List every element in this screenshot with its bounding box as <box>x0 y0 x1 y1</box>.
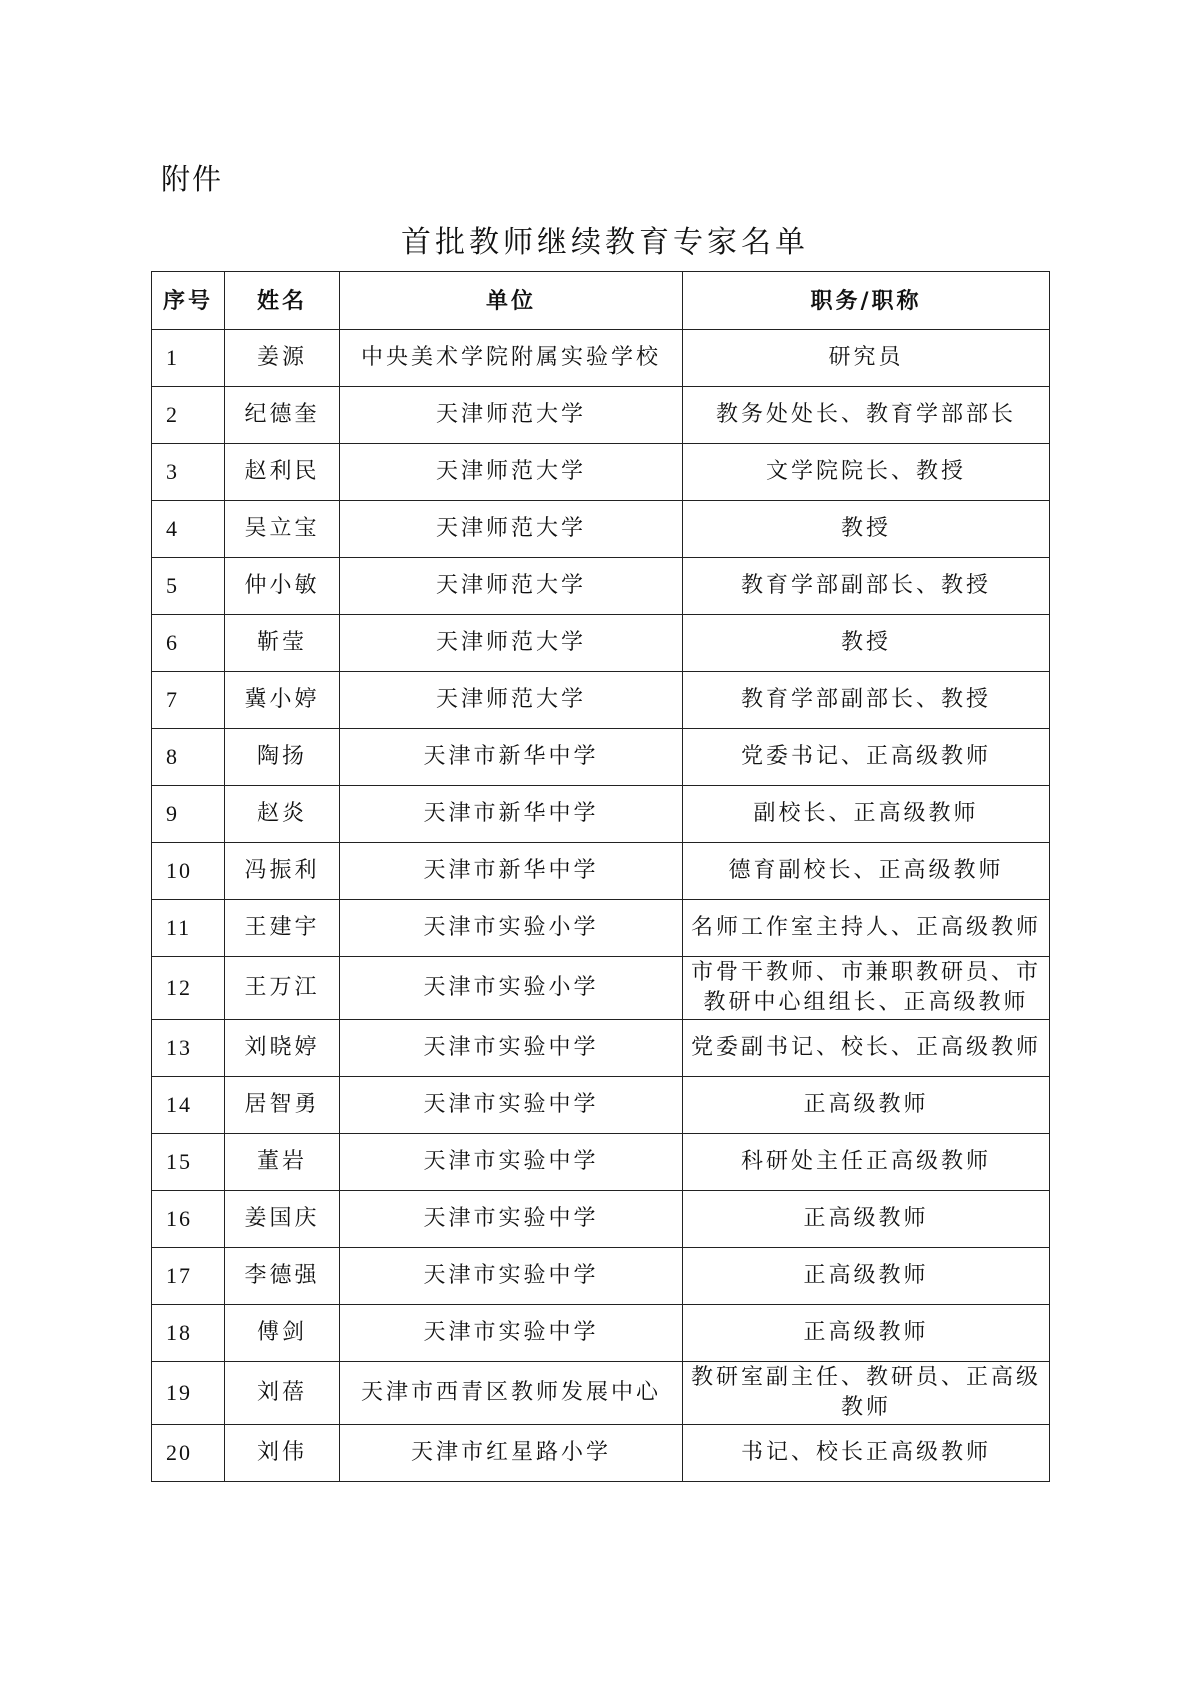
row-number-cell: 12 <box>152 957 225 1020</box>
position-title-cell: 名师工作室主持人、正高级教师 <box>683 900 1050 957</box>
row-number-cell: 4 <box>152 501 225 558</box>
position-title-cell: 文学院院长、教授 <box>683 444 1050 501</box>
table-row <box>152 1362 1050 1425</box>
row-number-cell: 8 <box>152 729 225 786</box>
position-title-cell: 科研处主任正高级教师 <box>683 1134 1050 1191</box>
table-row <box>152 1077 1050 1134</box>
position-title-cell: 副校长、正高级教师 <box>683 786 1050 843</box>
unit-cell: 天津市实验小学 <box>340 957 683 1020</box>
unit-cell: 天津师范大学 <box>340 501 683 558</box>
table-row <box>152 1305 1050 1362</box>
table-row <box>152 1248 1050 1305</box>
expert-name-cell: 靳莹 <box>225 615 340 672</box>
unit-cell: 天津师范大学 <box>340 615 683 672</box>
unit-cell: 天津市新华中学 <box>340 786 683 843</box>
row-number-cell: 6 <box>152 615 225 672</box>
unit-cell: 天津师范大学 <box>340 444 683 501</box>
row-number-cell: 16 <box>152 1191 225 1248</box>
position-title-cell: 研究员 <box>683 330 1050 387</box>
row-number-cell: 10 <box>152 843 225 900</box>
position-title-cell: 教授 <box>683 501 1050 558</box>
expert-name-cell: 吴立宝 <box>225 501 340 558</box>
header-row <box>152 272 1050 330</box>
expert-name-cell: 赵炎 <box>225 786 340 843</box>
table-row <box>152 672 1050 729</box>
unit-cell: 天津市实验中学 <box>340 1191 683 1248</box>
table-row <box>152 330 1050 387</box>
position-title-cell: 正高级教师 <box>683 1191 1050 1248</box>
row-number-cell: 14 <box>152 1077 225 1134</box>
table-row <box>152 900 1050 957</box>
row-number-cell: 19 <box>152 1362 225 1425</box>
table-row <box>152 444 1050 501</box>
position-title-cell: 正高级教师 <box>683 1305 1050 1362</box>
table-row <box>152 957 1050 1020</box>
column-header-number: 序号 <box>152 272 225 330</box>
row-number-cell: 18 <box>152 1305 225 1362</box>
table-row <box>152 1134 1050 1191</box>
expert-name-cell: 冀小婷 <box>225 672 340 729</box>
position-title-cell: 党委副书记、校长、正高级教师 <box>683 1020 1050 1077</box>
unit-cell: 天津市实验中学 <box>340 1305 683 1362</box>
table-row <box>152 1425 1050 1482</box>
expert-name-cell: 冯振利 <box>225 843 340 900</box>
expert-name-cell: 李德强 <box>225 1248 340 1305</box>
table-row <box>152 786 1050 843</box>
table-row <box>152 501 1050 558</box>
unit-cell: 天津市红星路小学 <box>340 1425 683 1482</box>
position-title-cell: 教育学部副部长、教授 <box>683 558 1050 615</box>
row-number-cell: 13 <box>152 1020 225 1077</box>
row-number-cell: 17 <box>152 1248 225 1305</box>
table-row <box>152 1020 1050 1077</box>
expert-name-cell: 姜国庆 <box>225 1191 340 1248</box>
table-row <box>152 1191 1050 1248</box>
row-number-cell: 5 <box>152 558 225 615</box>
position-title-cell: 教研室副主任、教研员、正高级教师 <box>683 1362 1050 1425</box>
expert-name-cell: 仲小敏 <box>225 558 340 615</box>
expert-name-cell: 王万江 <box>225 957 340 1020</box>
table-row <box>152 558 1050 615</box>
row-number-cell: 20 <box>152 1425 225 1482</box>
table-row <box>152 843 1050 900</box>
position-title-cell: 市骨干教师、市兼职教研员、市教研中心组组长、正高级教师 <box>683 957 1050 1020</box>
unit-cell: 天津市实验中学 <box>340 1248 683 1305</box>
unit-cell: 天津师范大学 <box>340 558 683 615</box>
unit-cell: 天津市实验中学 <box>340 1134 683 1191</box>
unit-cell: 天津师范大学 <box>340 387 683 444</box>
row-number-cell: 2 <box>152 387 225 444</box>
row-number-cell: 7 <box>152 672 225 729</box>
expert-name-cell: 姜源 <box>225 330 340 387</box>
unit-cell: 天津师范大学 <box>340 672 683 729</box>
column-header-unit: 单位 <box>340 272 683 330</box>
position-title-cell: 书记、校长正高级教师 <box>683 1425 1050 1482</box>
document-title: 首批教师继续教育专家名单 <box>401 225 809 260</box>
row-number-cell: 9 <box>152 786 225 843</box>
position-title-cell: 德育副校长、正高级教师 <box>683 843 1050 900</box>
unit-cell: 天津市新华中学 <box>340 843 683 900</box>
column-header-title: 职务/职称 <box>683 272 1050 330</box>
position-title-cell: 教务处处长、教育学部部长 <box>683 387 1050 444</box>
table-header <box>152 272 1050 330</box>
expert-name-cell: 王建宇 <box>225 900 340 957</box>
table-body <box>152 330 1050 1482</box>
table-row <box>152 387 1050 444</box>
expert-name-cell: 赵利民 <box>225 444 340 501</box>
position-title-cell: 教授 <box>683 615 1050 672</box>
position-title-cell: 党委书记、正高级教师 <box>683 729 1050 786</box>
unit-cell: 天津市实验中学 <box>340 1020 683 1077</box>
position-title-cell: 教育学部副部长、教授 <box>683 672 1050 729</box>
expert-name-cell: 纪德奎 <box>225 387 340 444</box>
expert-name-cell: 陶扬 <box>225 729 340 786</box>
expert-list-table <box>151 271 1050 1482</box>
unit-cell: 天津市实验小学 <box>340 900 683 957</box>
attachment-label: 附件 <box>161 162 224 196</box>
row-number-cell: 11 <box>152 900 225 957</box>
expert-name-cell: 刘伟 <box>225 1425 340 1482</box>
position-title-cell: 正高级教师 <box>683 1248 1050 1305</box>
expert-name-cell: 董岩 <box>225 1134 340 1191</box>
row-number-cell: 1 <box>152 330 225 387</box>
row-number-cell: 15 <box>152 1134 225 1191</box>
unit-cell: 天津市新华中学 <box>340 729 683 786</box>
expert-name-cell: 刘蓓 <box>225 1362 340 1425</box>
table-row <box>152 615 1050 672</box>
table-row <box>152 729 1050 786</box>
expert-name-cell: 居智勇 <box>225 1077 340 1134</box>
position-title-cell: 正高级教师 <box>683 1077 1050 1134</box>
unit-cell: 中央美术学院附属实验学校 <box>340 330 683 387</box>
unit-cell: 天津市实验中学 <box>340 1077 683 1134</box>
expert-name-cell: 傅剑 <box>225 1305 340 1362</box>
column-header-name: 姓名 <box>225 272 340 330</box>
unit-cell: 天津市西青区教师发展中心 <box>340 1362 683 1425</box>
expert-name-cell: 刘晓婷 <box>225 1020 340 1077</box>
row-number-cell: 3 <box>152 444 225 501</box>
